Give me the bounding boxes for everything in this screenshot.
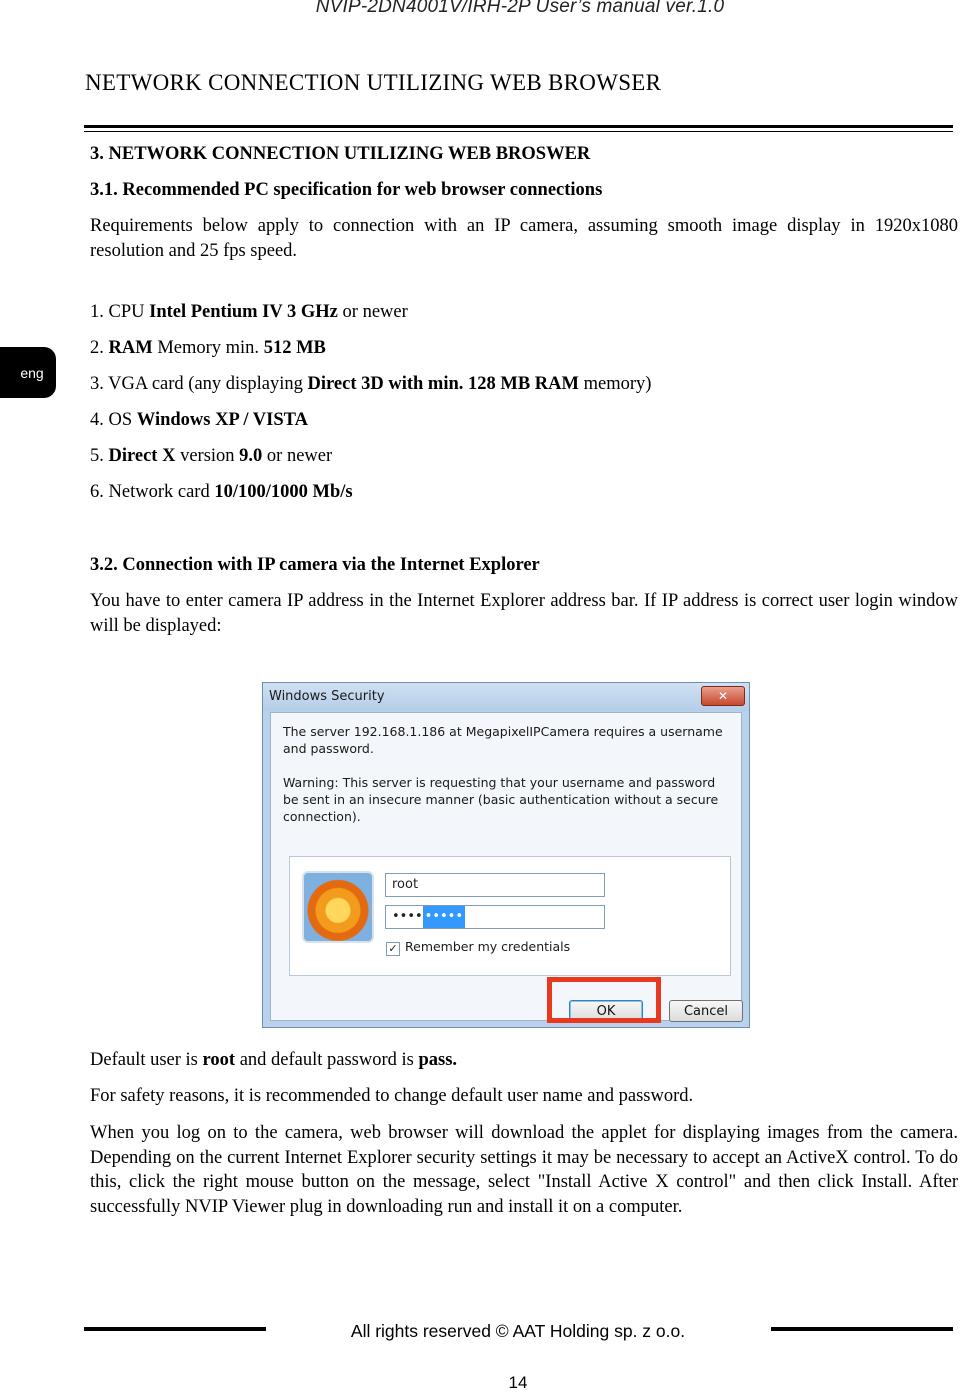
spec-item — [90, 374, 651, 395]
spec-item-value: Windows XP / VISTA — [136, 410, 308, 430]
spec-item-text: memory) — [578, 374, 652, 394]
spec-item-text: version — [175, 446, 240, 466]
remember-label: Remember my credentials — [405, 939, 571, 954]
section-3-1-heading: 3.1. Recommended PC specification for web browser connections — [90, 180, 603, 200]
default-text-2: and default password is — [235, 1050, 419, 1070]
remember-checkbox[interactable]: ✓ — [386, 942, 400, 956]
spec-item-text: 5. — [90, 446, 109, 466]
password-selected: ••••• — [423, 906, 465, 928]
spec-item — [90, 338, 326, 359]
dialog-body — [270, 712, 742, 1021]
dialog-titlebar — [263, 683, 749, 711]
spec-item-value: Intel Pentium IV 3 GHz — [149, 302, 338, 322]
spec-item — [90, 410, 308, 431]
close-icon[interactable]: ✕ — [701, 686, 745, 706]
password-masked: •••• — [392, 909, 423, 924]
spec-item — [90, 302, 408, 323]
language-tab — [0, 347, 56, 398]
spec-item-text: 1. CPU — [90, 302, 150, 322]
spec-item-value: 9.0 — [239, 446, 263, 466]
default-password: pass. — [418, 1050, 458, 1070]
logon-paragraph: When you log on to the camera, web browser will download the applet for displaying images from the camera. Depending on the current Internet Explorer security settings it may be necessary to accept an ActiveX control. To do this, click the right mouse button on the message, select "Install Active X control" and then click Install. After successfully NVIP Viewer plug in downloading run and install it on a computer. — [90, 1123, 958, 1217]
warning-message: Warning: This server is requesting that your username and password be sent in an insecure manner (basic authentication without a secure connection). — [283, 775, 719, 824]
spec-item-text: 4. OS — [90, 410, 137, 430]
page-number: 14 — [508, 1373, 528, 1392]
default-text-1: Default user is — [90, 1050, 203, 1070]
safety-line: For safety reasons, it is recommended to change default user name and password. — [90, 1086, 694, 1106]
password-field[interactable] — [385, 905, 605, 929]
spec-item-text: or newer — [337, 302, 408, 322]
section-3-1-paragraph: Requirements below apply to connection with an IP camera, assuming smooth image display in 1920x1080 resolution and 25 fps speed. — [90, 216, 958, 261]
spec-item-text: Memory min. — [152, 338, 264, 358]
page-header: NVIP-2DN4001V/IRH-2P User’s manual ver.1.0 — [315, 0, 725, 17]
credentials-panel — [289, 856, 731, 976]
section-3-2-heading: 3.2. Connection with IP camera via the Internet Explorer — [90, 555, 540, 575]
spec-item-value: 512 MB — [263, 338, 326, 358]
spec-item-value: Direct 3D with min. — [307, 374, 464, 394]
section-3-2-paragraph: You have to enter camera IP address in the Internet Explorer address bar. If IP address is correct user login window will be displayed: — [90, 591, 958, 636]
language-tab-label: eng — [20, 364, 44, 381]
dialog-title: Windows Security — [269, 689, 385, 704]
spec-item-text: or newer — [262, 446, 333, 466]
spec-item-text: 3. VGA card (any displaying — [90, 374, 308, 394]
spec-item-value: 128 MB RAM — [468, 374, 579, 394]
spec-item-value: RAM — [108, 338, 153, 358]
spec-item-text: 6. Network card — [90, 482, 215, 502]
section-3-heading: 3. NETWORK CONNECTION UTILIZING WEB BROSWER — [90, 144, 591, 164]
spec-item-value: 10/100/1000 Mb/s — [214, 482, 353, 502]
spec-item — [90, 482, 353, 503]
default-credentials-line — [90, 1050, 457, 1071]
ok-highlight-box — [547, 977, 661, 1023]
server-message: The server 192.168.1.186 at MegapixelIPCamera requires a username and password. — [283, 724, 723, 756]
spec-item — [90, 446, 332, 467]
windows-security-dialog — [262, 682, 750, 1028]
ok-button[interactable]: OK — [569, 1000, 643, 1022]
footer-copyright: All rights reserved © AAT Holding sp. z o.o. — [350, 1321, 686, 1341]
username-field[interactable]: root — [385, 873, 605, 897]
title-rule-thick — [84, 125, 953, 128]
spec-item-text: 2. — [90, 338, 109, 358]
default-user: root — [202, 1050, 236, 1070]
title-rule-thin — [84, 131, 953, 132]
chapter-title: NETWORK CONNECTION UTILIZING WEB BROWSER — [85, 70, 662, 95]
user-avatar-icon — [302, 871, 374, 943]
spec-item-value: Direct X — [108, 446, 176, 466]
cancel-button[interactable]: Cancel — [669, 1000, 743, 1022]
